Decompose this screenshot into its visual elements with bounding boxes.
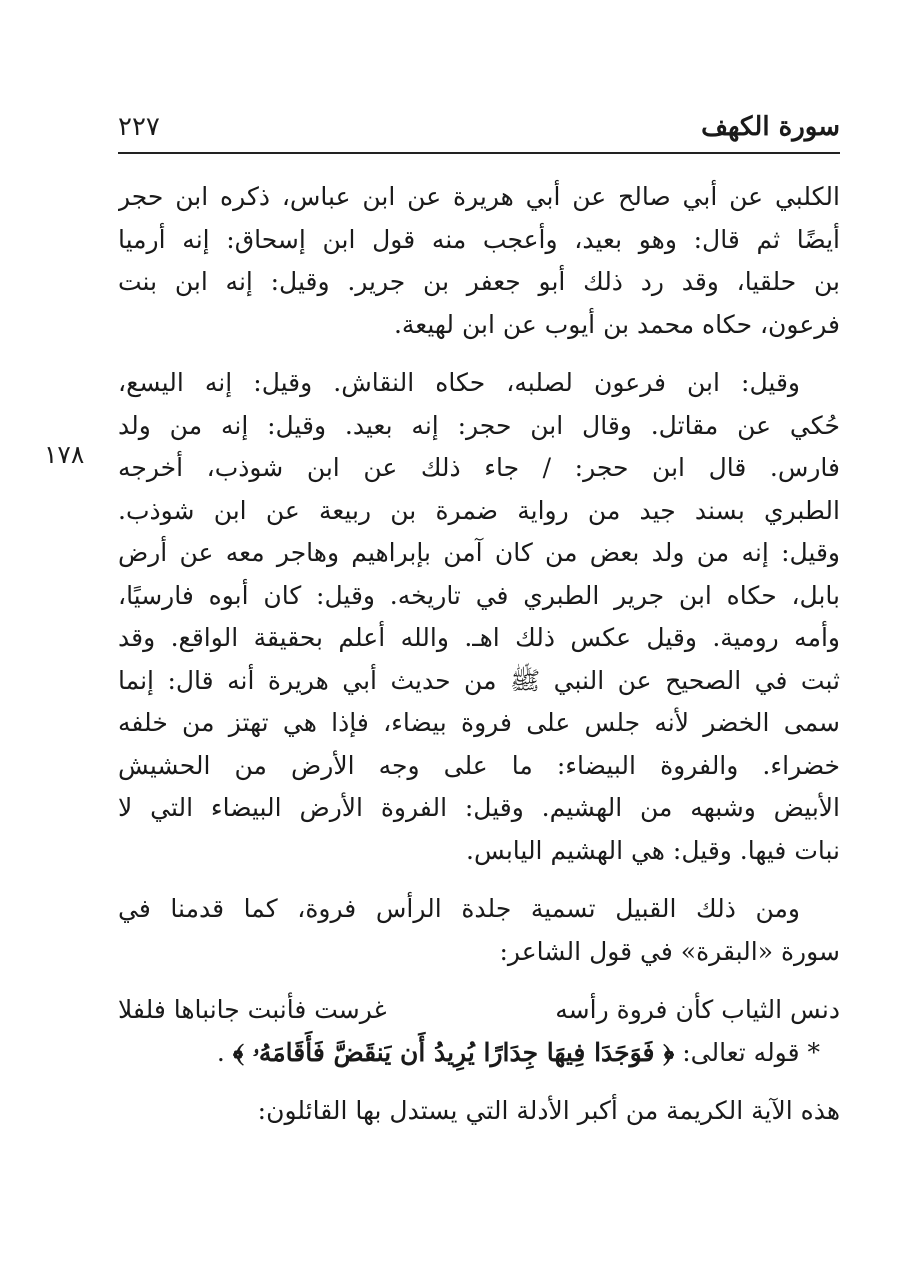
- text-line: الكلبي عن أبي صالح عن أبي هريرة عن ابن عباس، ذكره ابن حجر: [118, 182, 840, 211]
- quran-intro: * قوله تعالى:: [682, 1037, 820, 1067]
- paragraph-1: [118, 176, 840, 346]
- text-line: حُكي عن مقاتل. وقال ابن حجر: إنه بعيد. وقيل: إنه من ولد: [118, 410, 840, 440]
- quran-ayah: ﴿ فَوَجَدَا فِيهَا جِدَارًا يُرِيدُ أَن يَنقَضَّ فَأَقَامَهُۥ ﴾: [232, 1037, 675, 1067]
- quran-citation-line: [118, 1032, 840, 1075]
- verse-second-hemistich: غرست فأنبت جانباها فلفلا: [118, 995, 387, 1024]
- text-line: سمى الخضر لأنه جلس على فروة بيضاء، فإذا هي تهتز من خلفه: [118, 708, 840, 737]
- surah-title: سورة الكهف: [701, 112, 840, 142]
- text-line: ثبت في الصحيح عن النبي ﷺ من حديث أبي هريرة أنه قال: إنما: [118, 665, 840, 695]
- text-line: وقيل: ابن فرعون لصلبه، حكاه النقاش. وقيل: إنه اليسع،: [118, 368, 800, 397]
- poetry-verse: [118, 989, 840, 1032]
- text-line: بن حلقيا، وقد رد ذلك أبو جعفر بن جرير. وقيل: إنه ابن بنت: [118, 267, 840, 296]
- text-line: سورة «البقرة» في قول الشاعر:: [499, 936, 840, 966]
- text-line: نبات فيها. وقيل: هي الهشيم اليابس.: [466, 835, 840, 865]
- running-header: [118, 108, 840, 152]
- text-line: خضراء. والفروة البيضاء: ما على وجه الأرض من الحشيش: [118, 750, 840, 780]
- header-divider: [118, 152, 840, 154]
- closing-line: هذه الآية الكريمة من أكبر الأدلة التي يستدل بها القائلون:: [257, 1096, 840, 1125]
- text-line: بابل، حكاه ابن جرير الطبري في تاريخه. وقيل: كان أبوه فارسيًا،: [118, 580, 840, 610]
- text-line: وأمه رومية. وقيل عكس ذلك اهـ. والله أعلم بحقيقة الواقع. وقد: [118, 623, 840, 652]
- text-line: فرعون، حكاه محمد بن أيوب عن ابن لهيعة.: [393, 309, 840, 339]
- quran-suffix: .: [216, 1037, 225, 1067]
- body-text: [118, 176, 840, 1133]
- margin-page-reference: ١٧٨: [44, 440, 85, 469]
- page-number: ٢٢٧: [118, 112, 160, 142]
- text-line: فارس. قال ابن حجر: / جاء ذلك عن ابن شوذب، أخرجه: [118, 453, 840, 482]
- paragraph-3: [118, 888, 840, 973]
- text-line: وقيل: إنه من ولد بعض من كان آمن بإبراهيم وهاجر معه عن أرض: [118, 538, 840, 567]
- text-line: ومن ذلك القبيل تسمية جلدة الرأس فروة، كما قدمنا في: [118, 894, 800, 923]
- text-line: الطبري بسند جيد من رواية ضمرة بن ربيعة عن ابن شوذب.: [118, 495, 840, 525]
- text-line: أيضًا ثم قال: وهو بعيد، وأعجب منه قول ابن إسحاق: إنه أرميا: [118, 224, 840, 254]
- paragraph-2: [118, 362, 840, 872]
- text-line: الأبيض وشبهه من الهشيم. وقيل: الفروة الأرض البيضاء التي لا: [118, 793, 840, 822]
- verse-first-hemistich: دنس الثياب كأن فروة رأسه: [555, 995, 840, 1024]
